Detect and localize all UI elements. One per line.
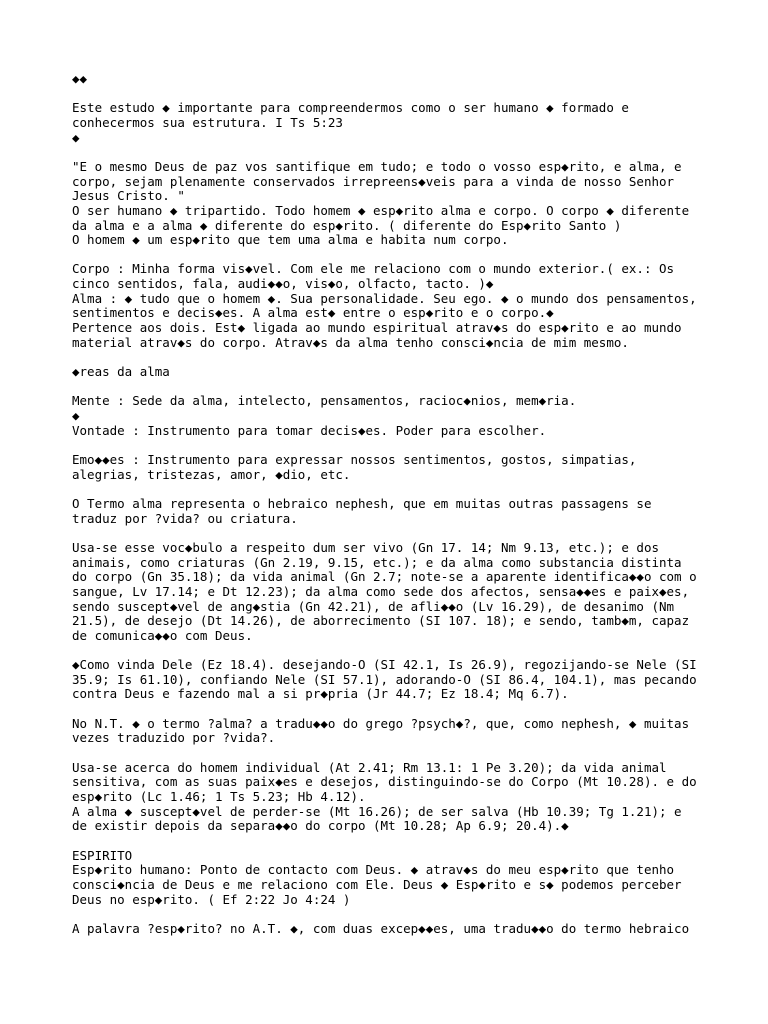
blank-line: [72, 526, 712, 541]
text-line: contra Deus e fazendo mal a si pr◆pria (Jr 44.7; Ez 18.4; Mq 6.7).: [72, 686, 569, 702]
blank-line: [72, 87, 712, 102]
text-line: sensitiva, com as suas paix◆es e desejos, distinguindo-se do Corpo (Mt 10.28). e do: [72, 774, 697, 790]
text-line: Este estudo ◆ importante para compreendermos como o ser humano ◆ formado e: [72, 100, 629, 116]
text-line: esp◆rito (Lc 1.46; 1 Ts 5.23; Hb 4.12).: [72, 788, 366, 804]
blank-line: [72, 350, 712, 365]
text-line: material atrav◆s do corpo. Atrav◆s da alma tenho consci◆ncia de mim mesmo.: [72, 334, 629, 350]
text-line: sentimentos e decis◆es. A alma est◆ entre o esp◆rito e o corpo.◆: [72, 305, 554, 321]
blank-line: [72, 380, 712, 395]
text-line: conhecermos sua estrutura. I Ts 5:23: [72, 114, 343, 130]
text-line: ESPIRITO: [72, 847, 133, 863]
text-line: "E o mesmo Deus de paz vos santifique em tudo; e todo o vosso esp◆rito, e alma, e: [72, 158, 682, 174]
text-line: ◆◆: [72, 71, 88, 86]
text-line: A alma ◆ suscept◆vel de perder-se (Mt 16.26); de ser salva (Hb 10.39; Tg 1.21); e: [72, 803, 682, 819]
text-line: alegrias, tristezas, amor, ◆dio, etc.: [72, 466, 351, 482]
text-line: do corpo (Gn 35.18); da vida animal (Gn 2.7; note-se a aparente identifica◆◆o com o: [72, 569, 697, 585]
text-line: traduz por ?vida? ou criatura.: [72, 510, 298, 526]
text-line: corpo, sejam plenamente conservados irrepreens◆veis para a vinda de nosso Senhor: [72, 173, 675, 189]
text-line: de comunica◆◆o com Deus.: [72, 627, 253, 643]
text-line: Emo◆◆es : Instrumento para expressar nossos sentimentos, gostos, simpatias,: [72, 451, 637, 467]
text-line: ◆: [72, 129, 80, 145]
text-line: 21.5), de desejo (Dt 14.26), de aborrecimento (SI 107. 18); e sendo, tamb◆m, capaz: [72, 613, 690, 629]
text-line: Usa-se esse voc◆bulo a respeito dum ser vivo (Gn 17. 14; Nm 9.13, etc.); e dos: [72, 539, 659, 555]
blank-line: [72, 248, 712, 263]
text-line: Pertence aos dois. Est◆ ligada ao mundo espiritual atrav◆s do esp◆rito e ao mundo: [72, 320, 682, 336]
blank-line: [72, 482, 712, 497]
text-line: No N.T. ◆ o termo ?alma? a tradu◆◆o do grego ?psych◆?, que, como nephesh, ◆ muitas: [72, 715, 690, 731]
text-line: O Termo alma representa o hebraico nephesh, que em muitas outras passagens se: [72, 495, 652, 511]
text-line: consci◆ncia de Deus e me relaciono com Ele. Deus ◆ Esp◆rito e s◆ podemos perceber: [72, 876, 682, 892]
blank-line: [72, 643, 712, 658]
text-line: vezes traduzido por ?vida?.: [72, 730, 276, 746]
text-line: Vontade : Instrumento para tomar decis◆es. Poder para escolher.: [72, 422, 547, 438]
blank-line: [72, 145, 712, 160]
text-line: ◆reas da alma: [72, 364, 170, 380]
text-line: ◆: [72, 408, 80, 424]
blank-line: [72, 907, 712, 922]
text-line: O homem ◆ um esp◆rito que tem uma alma e habita num corpo.: [72, 232, 509, 248]
text-line: 35.9; Is 61.10), confiando Nele (SI 57.1), adorando-O (SI 86.4, 104.1), mas pecando: [72, 671, 697, 687]
text-line: A palavra ?esp◆rito? no A.T. ◆, com duas excep◆◆es, uma tradu◆◆o do termo hebraico: [72, 920, 690, 936]
text-line: O ser humano ◆ tripartido. Todo homem ◆ esp◆rito alma e corpo. O corpo ◆ diferente: [72, 202, 690, 218]
blank-line: [72, 746, 712, 761]
text-line: ◆Como vinda Dele (Ez 18.4). desejando-O (SI 42.1, Is 26.9), regozijando-se Nele (SI: [72, 657, 697, 673]
blank-line: [72, 702, 712, 717]
text-line: Alma : ◆ tudo que o homem ◆. Sua personalidade. Seu ego. ◆ o mundo dos pensamentos,: [72, 290, 697, 306]
text-line: Jesus Cristo. ": [72, 188, 185, 204]
blank-line: [72, 438, 712, 453]
text-line: Mente : Sede da alma, intelecto, pensamentos, racioc◆nios, mem◆ria.: [72, 393, 577, 409]
text-line: sangue, Lv 17.14; e Dt 12.23); da alma como sede dos afectos, sensa◆◆es e paix◆es,: [72, 583, 690, 599]
text-line: Deus no esp◆rito. ( Ef 2:22 Jo 4:24 ): [72, 891, 351, 907]
text-line: da alma e a alma ◆ diferente do esp◆rito. ( diferente do Esp◆rito Santo ): [72, 217, 622, 233]
text-line: animais, como criaturas (Gn 2.19, 9.15, etc.); e da alma como substancia distinta: [72, 554, 682, 570]
text-line: Esp◆rito humano: Ponto de contacto com Deus. ◆ atrav◆s do meu esp◆rito que tenho: [72, 862, 675, 878]
text-line: cinco sentidos, fala, audi◆◆o, vis◆o, olfacto, tacto. )◆: [72, 276, 494, 292]
text-line: de existir depois da separa◆◆o do corpo (Mt 10.28; Ap 6.9; 20.4).◆: [72, 818, 569, 834]
text-line: Usa-se acerca do homem individual (At 2.41; Rm 13.1: 1 Pe 3.20); da vida animal: [72, 759, 667, 775]
blank-line: [72, 834, 712, 849]
text-line: sendo suscept◆vel de ang◆stia (Gn 42.21), de afli◆◆o (Lv 16.29), de desanimo (Nm: [72, 598, 675, 614]
document-body: [72, 72, 712, 937]
text-line: Corpo : Minha forma vis◆vel. Com ele me relaciono com o mundo exterior.( ex.: Os: [72, 261, 675, 277]
